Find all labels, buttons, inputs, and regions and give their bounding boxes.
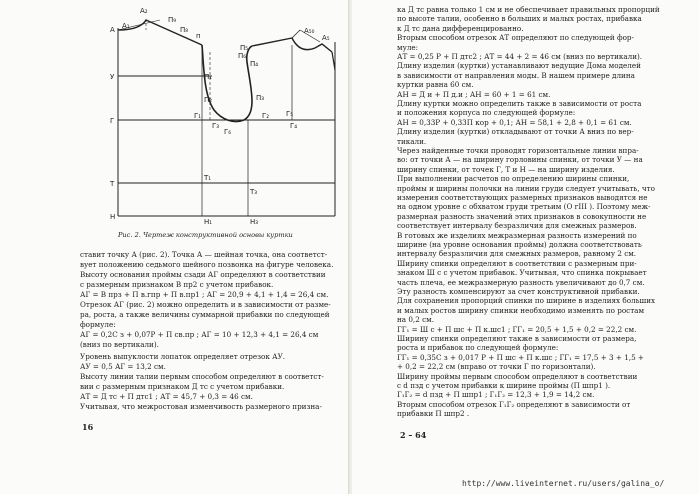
left-line-12: АУ = 0,5 АГ = 13,2 см. <box>80 362 166 371</box>
right-line-34: на 0,2 см. <box>397 315 434 325</box>
label-P1: П₁ <box>204 73 213 81</box>
right-line-38: ГГ₁ = 0,35С з + 0,017 Р + П шс + П к.шс ; ГГ₁ = 17,5 + 3 + 1,5 + <box>397 352 644 362</box>
right-line-8: в зависимости от направления моды. В нашем примере длина <box>397 70 635 80</box>
label-U: У <box>110 73 115 81</box>
label-P2: П₂ <box>204 96 213 104</box>
right-line-32: Для сохранения пропорций спинки по ширине в изделиях больших <box>397 296 656 306</box>
label-G5: Г₅ <box>286 110 294 118</box>
label-P5: П₅ <box>240 44 249 52</box>
right-line-13: АН = 0,33Р + 0,33П кор + 0,1; АН = 58,1 + 2,8 + 0,1 = 61 см. <box>397 117 632 127</box>
right-line-1: ка Д тс равна только 1 см и не обеспечивает правильных пропорций <box>397 5 660 14</box>
label-G2: Г₂ <box>262 112 270 120</box>
figure-caption: Рис. 2. Чертеж конструктивной основы куртки <box>118 231 293 239</box>
left-line-8: формуле: <box>80 320 116 329</box>
label-A5: A₅ <box>322 34 330 42</box>
watermark-url: http://www.liveinternet.ru/users/galina_o/ <box>462 479 665 488</box>
right-line-26: ширине (на уровне основания проймы) должна соответствовать <box>397 240 642 249</box>
left-line-9: АГ = 0,2С з + 0,07Р + П св.пр ; АГ = 10 + 12,3 + 4,1 = 26,4 см <box>80 330 319 339</box>
label-P6: П₆ <box>238 52 247 60</box>
right-line-4: Вторым способом отрезок АТ определяют по следующей фор- <box>397 33 634 43</box>
left-line-5: АГ = В прз + П в.гпр + П в.пр1 ; АГ = 20,9 + 4,1 + 1,4 = 26,4 см. <box>80 290 329 299</box>
label-T3: Т₃ <box>250 188 258 196</box>
label-G6: Г₆ <box>224 128 232 136</box>
left-line-4: с размерным признаком В пр2 с учетом прибавок. <box>80 280 274 289</box>
right-line-27: интервалу безразличия для смежных размеров, равному 2 см. <box>397 249 637 259</box>
right-page <box>352 0 699 494</box>
left-line-11: Уровень выпуклости лопаток определяет отрезок АУ. <box>80 352 286 361</box>
right-line-43: Вторым способом отрезок Г₁Г₂ определяют в зависимости от <box>397 399 631 409</box>
label-P8: П₈ <box>180 26 189 34</box>
left-page-number: 16 <box>82 422 94 432</box>
right-line-3: к Д тс дана дифференцированно. <box>397 23 524 33</box>
right-line-6: АТ = 0,25 Р + П дтс2 ; АТ = 44 + 2 = 46 см (вниз по вертикали). <box>397 52 643 61</box>
left-line-2: вует положению седьмого шейного позвонка на фигуре человека. <box>80 260 334 269</box>
right-line-31: Эту разность компенсируют за счет конструктивной прибавки. <box>397 287 640 296</box>
left-line-7: ра, роста, а также величины суммарной прибавки по следующей <box>80 310 330 319</box>
right-line-18: ширину спинки, от точек Г, Т и Н — на ширину изделия. <box>397 164 615 174</box>
right-line-5: муле: <box>397 42 419 52</box>
left-line-3: Высоту основания проймы сзади АГ определяют в соответствии <box>80 270 326 279</box>
right-line-21: измерения соответствующих размерных признаков выводятся не <box>397 193 648 202</box>
left-line-6: Отрезок АГ (рис. 2) можно определить и в зависимости от разме- <box>80 300 331 309</box>
left-line-16: Учитывая, что межростовая изменчивость размерного призна- <box>80 402 322 411</box>
right-line-25: В готовых же изделиях межразмерная разность измерений по <box>397 230 637 240</box>
right-line-19: При выполнении расчетов по определению ширины спинки, <box>397 174 630 184</box>
left-line-13: Высоту линии талии первым способом определяют в соответст- <box>80 372 324 381</box>
label-A1: A₁ <box>122 22 130 30</box>
label-T: Т <box>110 180 115 188</box>
right-line-10: АН = Д и + П д.и ; АН = 60 + 1 = 61 см. <box>397 89 551 99</box>
right-line-37: роста и прибавок по следующей формуле: <box>397 343 559 353</box>
right-line-11: Длину куртки можно определить также в зависимости от роста <box>397 99 642 108</box>
right-line-33: и малых ростов ширину спинки необходимо изменять по ростам <box>397 305 645 315</box>
label-A: A <box>110 26 115 34</box>
label-G1: Г₁ <box>194 112 202 120</box>
right-line-16: Через найденные точки проводят горизонтальные линии впра- <box>397 146 639 155</box>
label-T1: Т₁ <box>204 174 212 182</box>
pattern-diagram <box>0 0 350 225</box>
right-line-12: и положения корпуса по следующей формуле: <box>397 108 576 118</box>
right-line-14: Длину изделия (куртки) откладывают от точки А вниз по вер- <box>397 127 634 137</box>
label-A2: A₂ <box>140 7 148 15</box>
right-line-23: размерная разность значений этих признаков в совокупности не <box>397 211 647 221</box>
right-line-22: на одном уровне с обхватом груди третьим (О гIII ). Поэтому меж- <box>397 202 651 212</box>
label-A50: A₅₀ <box>304 27 315 35</box>
right-line-44: прибавки П шпр2 . <box>397 409 470 419</box>
left-line-10: (вниз по вертикали). <box>80 340 159 349</box>
left-line-15: АТ = Д тс + П дтс1 ; АТ = 45,7 + 0,3 = 46 см. <box>80 392 253 401</box>
right-line-24: соответствует интервалу безразличия для смежных размеров. <box>397 221 637 231</box>
right-line-29: знаком Ш с с учетом прибавок. Учитывая, что спинка покрывает <box>397 268 647 278</box>
right-line-42: Г₁Г₂ = d пзд + П шпр1 ; Г₁Г₂ = 12,3 + 1,9 = 14,2 см. <box>397 390 595 400</box>
left-line-1: ставит точку А (рис. 2). Точка А — шейная точка, она соответст- <box>80 250 328 259</box>
right-line-28: Ширину спинки определяют в соответствии с размерным при- <box>397 258 637 268</box>
label-H1: Н₁ <box>204 218 213 225</box>
right-line-39: + 0,2 = 22,2 см (вправо от точки Г по горизонтали). <box>397 362 596 372</box>
right-line-41: с d пзд с учетом прибавки к ширине проймы (П шпр1 ). <box>397 381 611 390</box>
right-page-number: 2 – 64 <box>400 430 427 440</box>
label-P3: П₃ <box>256 94 265 102</box>
right-line-15: тикали. <box>397 136 427 146</box>
right-line-9: куртки равна 60 см. <box>397 80 474 90</box>
right-line-17: во: от точки А — на ширину горловины спинки, от точки У — на <box>397 155 643 165</box>
label-P4: П₄ <box>250 60 259 68</box>
label-H3: Н₃ <box>250 218 259 225</box>
label-G: Г <box>110 117 115 125</box>
right-line-7: Длину изделия (куртки) устанавливают ведущие Дома моделей <box>397 61 641 71</box>
right-line-30: часть плеча, ее межразмерную разность увеличивают до 0,7 см. <box>397 277 645 287</box>
label-G3: Г₃ <box>212 122 220 130</box>
left-line-14: вии с размерным признаком Д тс с учетом прибавки. <box>80 382 285 391</box>
right-line-36: Ширину спинки определяют также в зависимости от размера, <box>397 334 637 343</box>
label-G4: Г₄ <box>290 122 298 130</box>
label-N: Н <box>110 213 116 221</box>
right-line-20: проймы и ширины полочки на линии груди следует учитывать, что <box>397 183 655 193</box>
right-line-2: по высоте талии, особенно в больших и малых ростах, прибавка <box>397 14 642 24</box>
right-line-35: ГГ₁ = Ш с + П шс + П к.шс1 ; ГГ₁ = 20,5 + 1,5 + 0,2 = 22,2 см. <box>397 324 637 334</box>
right-line-40: Ширину проймы первым способом определяют в соответствии <box>397 371 638 381</box>
label-P: п <box>196 32 201 40</box>
label-P9: П₉ <box>168 16 177 24</box>
